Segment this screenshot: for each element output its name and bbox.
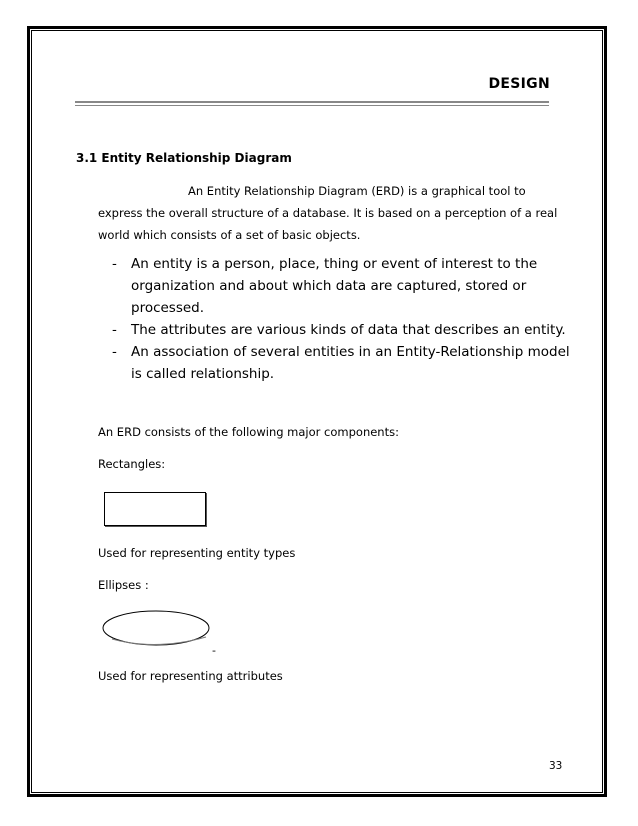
bullet-item-relationship (112, 341, 572, 385)
ellipses-description: Used for representing attributes (98, 669, 283, 683)
bullet-dash: - (112, 256, 117, 272)
intro-paragraph (98, 180, 568, 246)
ellipse-trailing-mark: - (212, 644, 216, 657)
bullet-item-attributes (112, 319, 572, 341)
bullet-text: The attributes are various kinds of data that describes an entity. (131, 322, 566, 338)
rectangles-description: Used for representing entity types (98, 546, 296, 560)
header-rule (75, 101, 549, 106)
bullet-list (112, 253, 572, 385)
page-number: 33 (549, 760, 563, 772)
ellipse-shape (100, 607, 214, 649)
bullet-text: An association of several entities in an Entity-Relationship model is called relationship. (131, 344, 570, 382)
intro-line-1: An Entity Relationship Diagram (ERD) is a graphical tool to (188, 184, 526, 198)
bullet-item-entity (112, 253, 572, 319)
bullet-dash: - (112, 322, 117, 338)
ellipses-label: Ellipses : (98, 578, 149, 592)
section-heading: 3.1 Entity Relationship Diagram (76, 151, 292, 165)
rectangles-label: Rectangles: (98, 457, 166, 471)
rectangle-shape (104, 492, 206, 526)
intro-line-rest: express the overall structure of a database. It is based on a perception of a real world which consists of a set of basic objects. (98, 206, 558, 242)
bullet-text: An entity is a person, place, thing or event of interest to the organization and about which data are captured, stored or processed. (131, 256, 538, 316)
components-intro: An ERD consists of the following major components: (98, 425, 399, 439)
chapter-title: DESIGN (488, 76, 550, 92)
bullet-dash: - (112, 344, 117, 360)
